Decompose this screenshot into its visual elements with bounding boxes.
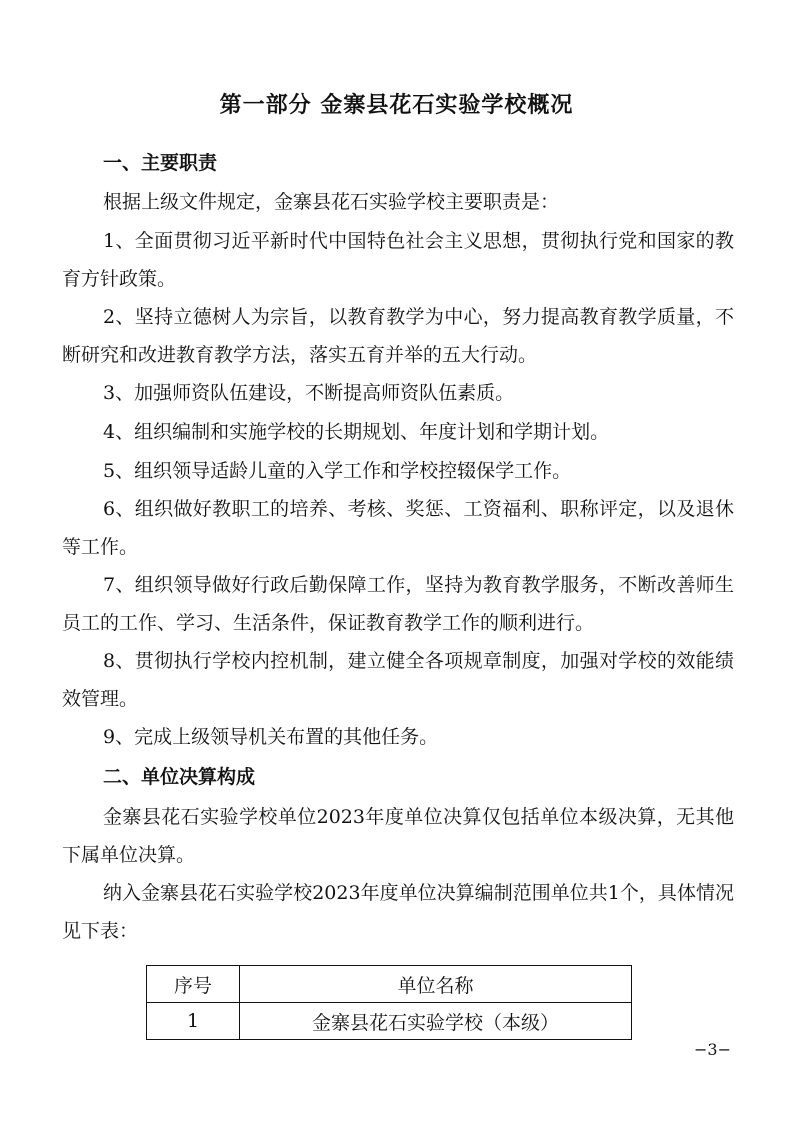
duty-item-1: 1、全面贯彻习近平新时代中国特色社会主义思想，贯彻执行党和国家的教育方针政策。 (62, 230, 734, 290)
composition-para-2: 纳入金寨县花石实验学校2023年度单位决算编制范围单位共1个，具体情况见下表： (62, 882, 734, 942)
table-header-cell: 单位名称 (240, 966, 632, 1003)
table-cell: 1 (147, 1003, 240, 1040)
duty-item-7: 7、组织领导做好行政后勤保障工作，坚持为教育教学服务，不断改善师生员工的工作、学习、生活条件，保证教育教学工作的顺利进行。 (62, 574, 734, 634)
table-header-row (147, 966, 632, 1003)
page-title: 第一部分 金寨县花石实验学校概况 (219, 93, 574, 118)
page-number: −3− (694, 1040, 731, 1059)
section-heading-duties: 一、主要职责 (103, 152, 218, 174)
duty-item-4: 4、组织编制和实施学校的长期规划、年度计划和学期计划。 (103, 421, 610, 443)
duty-item-3: 3、加强师资队伍建设，不断提高师资队伍素质。 (103, 382, 515, 404)
duties-intro: 根据上级文件规定，金寨县花石实验学校主要职责是： (103, 191, 560, 213)
table-row (147, 1003, 632, 1040)
units-table (146, 965, 632, 1040)
table-cell: 金寨县花石实验学校（本级） (240, 1003, 632, 1040)
duty-item-9: 9、完成上级领导机关布置的其他任务。 (103, 726, 439, 748)
duty-item-8: 8、贯彻执行学校内控机制，建立健全各项规章制度，加强对学校的效能绩效管理。 (62, 650, 734, 710)
table-header-cell: 序号 (147, 966, 240, 1003)
duty-item-2: 2、坚持立德树人为宗旨，以教育教学为中心，努力提高教育教学质量，不断研究和改进教育教学方法，落实五育并举的五大行动。 (62, 306, 734, 366)
composition-para-1: 金寨县花石实验学校单位2023年度单位决算仅包括单位本级决算，无其他下属单位决算。 (62, 806, 734, 866)
duty-item-5: 5、组织领导适龄儿童的入学工作和学校控辍保学工作。 (103, 460, 572, 482)
section-heading-composition: 二、单位决算构成 (103, 766, 256, 788)
duty-item-6: 6、组织做好教职工的培养、考核、奖惩、工资福利、职称评定，以及退休等工作。 (62, 498, 734, 558)
